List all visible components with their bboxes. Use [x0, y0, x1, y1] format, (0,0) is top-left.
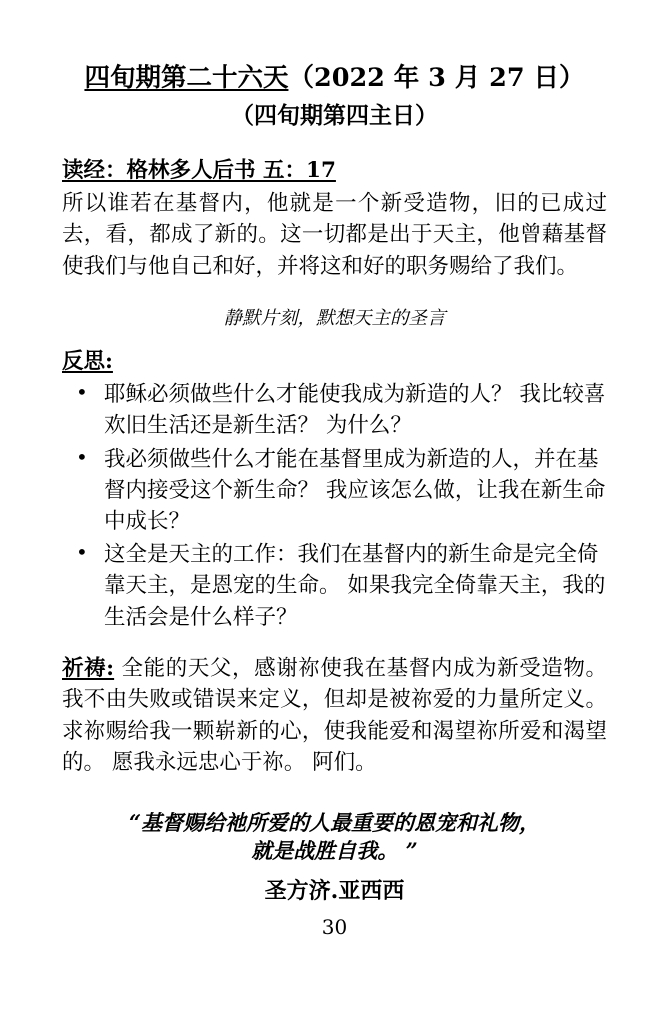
reflection-heading: 反思: [62, 349, 113, 375]
prayer-text: 全能的天父，感谢祢使我在基督内成为新受造物。 我不由失败或错误来定义，但却是被祢爱的力量所定义。 求祢赐给我一颗崭新的心，使我能爱和渴望祢所爱和渴望的。 愿我永远忠心于祢。 阿们。 [62, 655, 607, 776]
prayer-label: 祈祷: [62, 655, 115, 681]
meditation-note: 静默片刻，默想天主的圣言 [223, 308, 446, 330]
list-item: • 耶稣必须做些什么才能使我成为新造的人？ 我比较喜欢旧生活还是新生活？ 为什么？ [62, 379, 607, 441]
reflection-list [62, 379, 607, 632]
quote-attribution: 圣方济.亚西西 [264, 877, 405, 904]
page-number: 30 [321, 914, 348, 939]
reading-heading [62, 153, 607, 184]
reflection-section [62, 330, 607, 632]
reading-reference: 格林多人后书 五：17 [126, 157, 336, 183]
page-title-date: （2022 年 3 月 27 日） [288, 63, 585, 93]
quote-line-1: “基督赐给祂所爱的人最重要的恩宠和礼物， [128, 810, 541, 836]
reading-label: 读经： [62, 157, 127, 183]
list-item: • 这全是天主的工作：我们在基督内的新生命是完全倚靠天主，是恩宠的生命。 如果我完全倚靠天主，我的生活会是什么样子？ [62, 539, 607, 633]
quote-line-2: 就是战胜自我。 ” [251, 838, 418, 864]
reading-text: 所以谁若在基督内，他就是一个新受造物，旧的已成过去，看，都成了新的。这一切都是出于天主，他曾藉基督使我们与他自己和好，并将这和好的职务赐给了我们。 [62, 190, 607, 279]
list-item: • 我必须做些什么才能在基督里成为新造的人，并在基督内接受这个新生命？ 我应该怎么做，让我在新生命中成长？ [62, 444, 607, 538]
page-title-main: 四旬期第二十六天 [84, 63, 289, 93]
prayer-paragraph [62, 653, 607, 779]
page-title [62, 62, 607, 95]
closing-quote [62, 809, 607, 866]
page-subtitle: （四旬期第四主日） [231, 101, 438, 129]
